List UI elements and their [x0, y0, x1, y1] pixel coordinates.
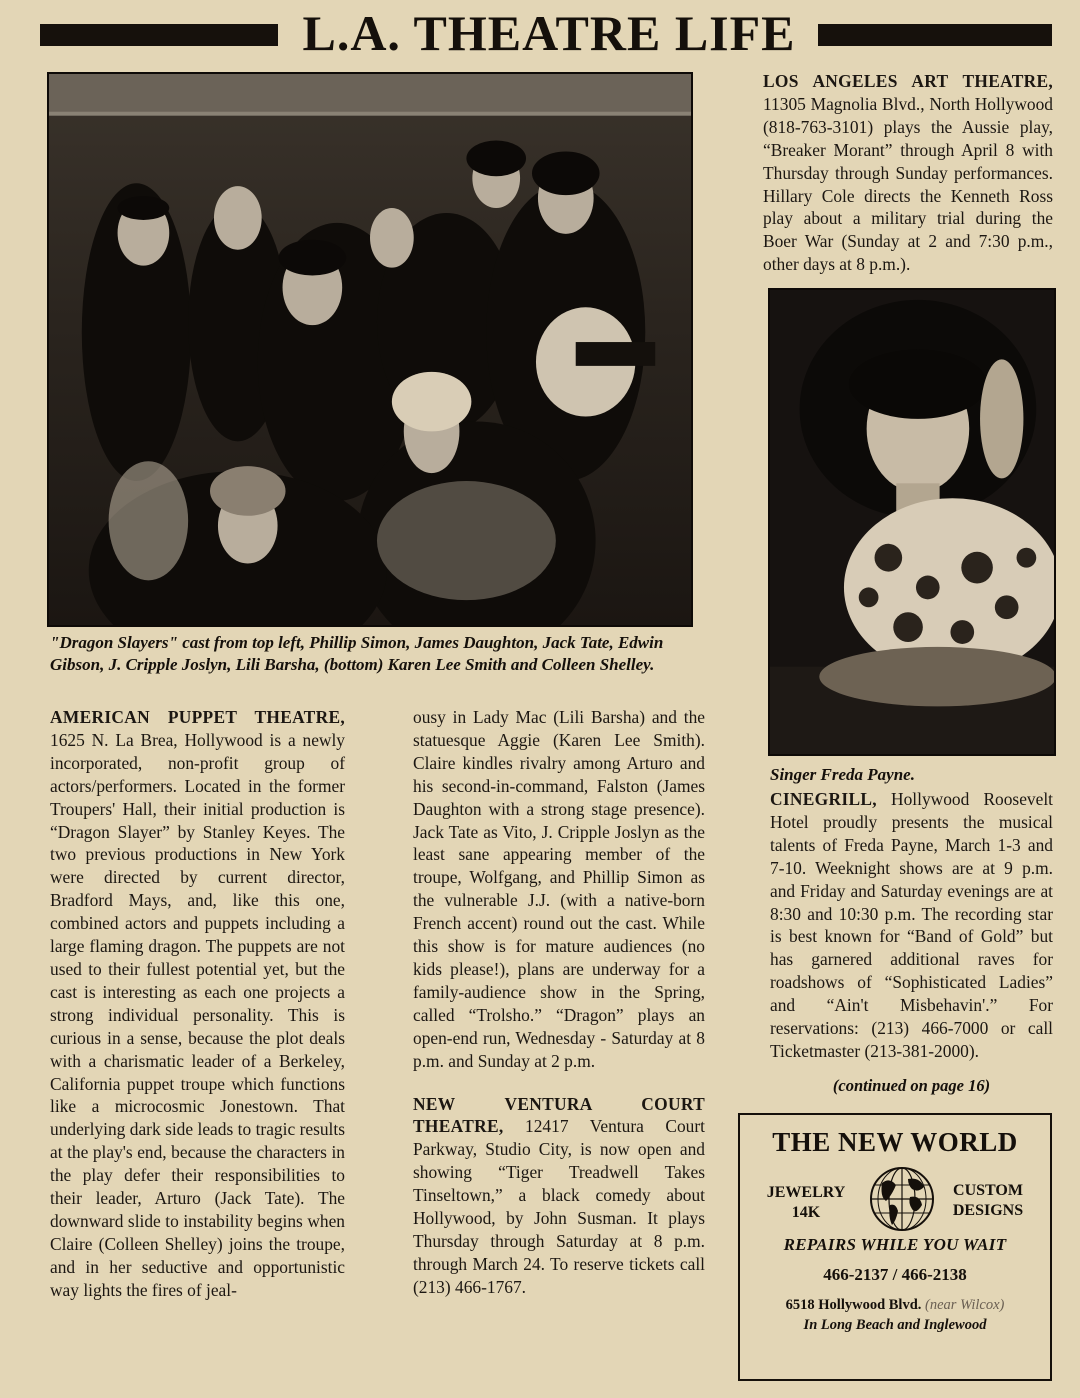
article-la-art-theatre	[763, 70, 1053, 276]
ad-phone-numbers: 466-2137 / 466-2138	[823, 1265, 967, 1284]
ad-street: 6518 Hollywood Blvd.	[785, 1297, 922, 1313]
jewelry-ad	[738, 1113, 1052, 1381]
singer-photo	[768, 288, 1056, 756]
article-cinegrill	[770, 788, 1053, 1063]
header-rule-right	[818, 24, 1052, 46]
ad-right-text	[938, 1181, 1038, 1221]
ad-karat-label: 14K	[791, 1204, 821, 1221]
article-body: ousy in Lady Mac (Lili Barsha) and the statuesque Aggie (Karen Lee Smith). Claire kindles rivalry among Arturo and his second-in-command, Falston (James Daughton with a strong stage presence). Jack Tate as Vito, J. Cripple Joslyn as the least sane appearing member of the troupe, Wolfgang, and Phillip Simon as the vulnerable J.J. (with a native-born French accent) round out the cast. While this show is for mature audiences (no kids please!), plans are underway for a family-audience show in the Spring, called “Trolsho.” “Dragon” plays an open-end run, Wednesday - Saturday at 8 p.m. and Sunday at 2 p.m.	[413, 707, 705, 1071]
theatre-name-new-ventura: NEW VENTURA COURT THEATRE,	[413, 1093, 705, 1137]
ad-repairs-slogan: REPAIRS WHILE YOU WAIT	[783, 1235, 1007, 1254]
article-body: 12417 Ventura Court Parkway, Studio City, is now open and showing “Tiger Treadwell Takes Tinseltown,” a black comedy about Hollywood, by John Susman. It plays Thursday through Saturday at 8 p.m. through March 24. To reserve tickets call (213) 466-1767.	[413, 1116, 705, 1297]
page-title: L.A. THEATRE LIFE	[302, 5, 796, 61]
ad-address	[740, 1297, 1050, 1314]
article-american-puppet-col2	[413, 706, 705, 1299]
ad-left-text	[756, 1183, 856, 1223]
continued-note: (continued on page 16)	[832, 1076, 991, 1095]
singer-photo-caption: Singer Freda Payne.	[770, 765, 915, 784]
article-body: Hollywood Roosevelt Hotel proudly presents the musical talents of Freda Payne, March 1-3 and 7-10. Weeknight shows are at 9 p.m. and Friday and Saturday evenings are at 8:30 and 10:30 p.m. The recording star is best known for “Band of Gold” but has garnered additional raves for roadshows of “Sophisticated Ladies” and “Ain't Misbehavin'.” For reservations: (213) 466-7000 or call Ticketmaster (213-381-2000).	[770, 789, 1053, 1061]
ad-jewelry-label: JEWELRY	[766, 1184, 846, 1201]
header-rule-left	[40, 24, 278, 46]
article-body: 11305 Magnolia Blvd., North Hollywood (818-763-3101) plays the Aussie play, “Breaker Morant” through April 8 with Thursday through Sunday performances. Hillary Cole directs the Kenneth Ross play about a military trial during the Boer War (Sunday at 2 and 7:30 p.m., other days at 8 p.m.).	[763, 93, 1053, 275]
cast-photo	[47, 72, 693, 627]
cast-photo-caption: "Dragon Slayers" cast from top left, Phillip Simon, James Daughton, Jack Tate, Edwin Gibson, J. Cripple Joslyn, Lili Barsha, (bottom) Karen Lee Smith and Colleen Shelley.	[50, 633, 664, 674]
article-body: 1625 N. La Brea, Hollywood is a newly incorporated, non-profit group of actors/performers. Located in the former Troupers' Hall, their initial production is “Dragon Slayer” by Stanley Keyes. The two previous productions in New York were directed by current director, Bradford Mays, and, like this one, combined actors and puppets including a large flaming dragon. The puppets are not used to their fullest potential yet, but the cast is interesting as each one projects a strong individual personality. This is curious in a sense, because the plot deals with a charismatic leader of a Berkeley, California puppet troupe which functions like a microcosmic Jonestown. That underlying dark side leads to tragic results at the play's end, because the characters in the play defer their responsibilities to their leader, Arturo (Jack Tate). The downward slide to instability begins when Claire (Colleen Shelley) joins the troupe, and in her seductive and opportunistic way lights the fires of jeal-	[50, 729, 345, 1300]
ad-custom-label: CUSTOM	[953, 1182, 1023, 1199]
venue-name-cinegrill: CINEGRILL,	[770, 789, 877, 809]
ad-store-name: THE NEW WORLD	[772, 1127, 1018, 1157]
globe-icon	[868, 1165, 936, 1233]
theatre-name-american-puppet: AMERICAN PUPPET THEATRE,	[50, 707, 345, 727]
ad-designs-label: DESIGNS	[952, 1202, 1024, 1219]
ad-address-note: (near Wilcox)	[925, 1297, 1005, 1313]
article-american-puppet-col1	[50, 706, 345, 1302]
ad-branches: In Long Beach and Inglewood	[803, 1317, 987, 1333]
theatre-name-la-art: LOS ANGELES ART THEATRE,	[763, 71, 1053, 91]
